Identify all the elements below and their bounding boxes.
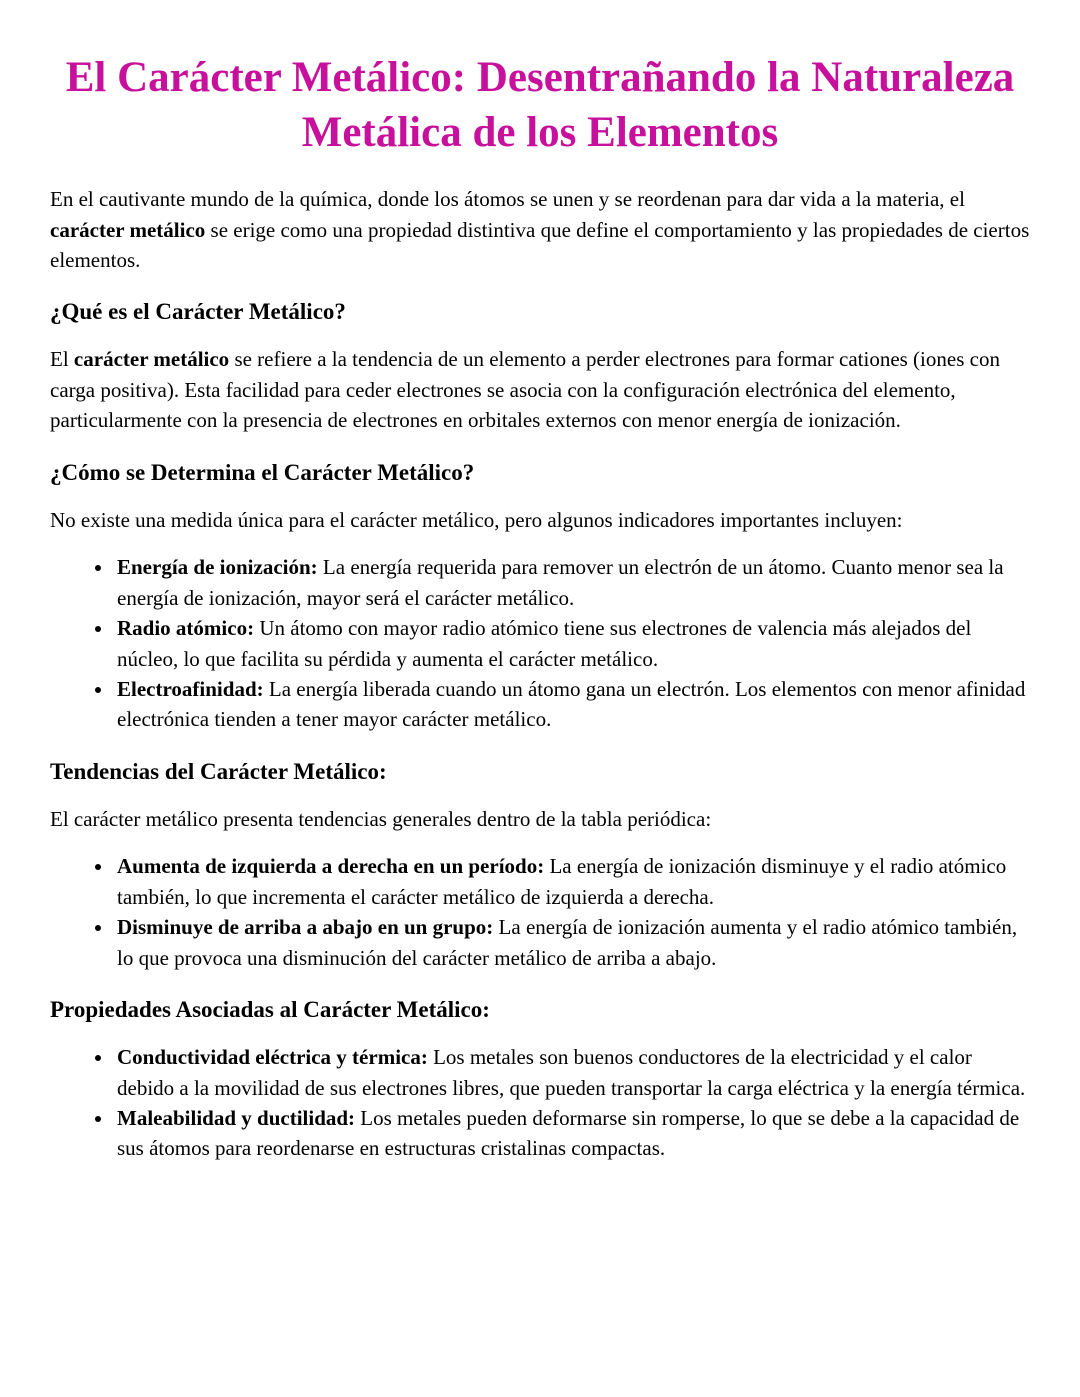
bullet-text: La energía requerida para remover un electrón de un átomo. Cuanto menor sea la energía de ionización, mayor será el carácter metálico. <box>117 555 1004 610</box>
list-item <box>114 851 1030 912</box>
bullet-label: Energía de ionización: <box>117 555 318 580</box>
intro-paragraph <box>50 184 1030 275</box>
list-item <box>114 912 1030 973</box>
tendencias-paragraph: El carácter metálico presenta tendencias generales dentro de la tabla periódica: <box>50 806 712 831</box>
que-es-text-post: se refiere a la tendencia de un elemento a perder electrones para formar cationes (iones con carga positiva). Esta facilidad para ceder electrones se asocia con la configuración electrónica del elemento, particularmente con la presencia de electrones en orbitales externos con menor energía de ionización. <box>50 347 1000 433</box>
intro-text-post: se erige como una propiedad distintiva que define el comportamiento y las propiedades de ciertos elementos. <box>50 217 1030 272</box>
bullet-label: Electroafinidad: <box>117 676 264 701</box>
page-title: El Carácter Metálico: Desentrañando la Naturaleza Metálica de los Elementos <box>65 54 1015 157</box>
heading-propiedades: Propiedades Asociadas al Carácter Metálico: <box>50 997 490 1023</box>
heading-que-es: ¿Qué es el Carácter Metálico? <box>50 299 346 325</box>
bullet-text: Los metales son buenos conductores de la electricidad y el calor debido a la movilidad de sus electrones libres, que pueden transportar la carga eléctrica y la energía térmica. <box>117 1045 1026 1100</box>
bullet-label: Maleabilidad y ductilidad: <box>117 1106 356 1130</box>
como-se-determina-paragraph: No existe una medida única para el carácter metálico, pero algunos indicadores importantes incluyen: <box>50 507 903 532</box>
tendencias-list <box>50 851 1030 973</box>
propiedades-list <box>50 1042 1030 1164</box>
heading-como-se-determina: ¿Cómo se Determina el Carácter Metálico? <box>50 459 475 485</box>
bullet-text: Un átomo con mayor radio atómico tiene sus electrones de valencia más alejados del núcleo, lo que facilita su pérdida y aumenta el carácter metálico. <box>117 616 972 671</box>
list-item <box>114 1103 1030 1164</box>
que-es-bold-term: carácter metálico <box>73 347 230 372</box>
intro-text-pre: En el cautivante mundo de la química, donde los átomos se unen y se reordenan para dar vida a la materia, el <box>50 187 965 212</box>
bullet-text: Los metales pueden deformarse sin romperse, lo que se debe a la capacidad de sus átomos para reordenarse en estructuras cristalinas compactas. <box>117 1106 1020 1161</box>
intro-bold-term: carácter metálico <box>50 217 206 242</box>
bullet-label: Disminuye de arriba a abajo en un grupo: <box>117 915 494 940</box>
que-es-paragraph <box>50 344 1030 435</box>
bullet-label: Conductividad eléctrica y térmica: <box>117 1045 428 1070</box>
list-item <box>114 1042 1030 1103</box>
bullet-label: Aumenta de izquierda a derecha en un período: <box>117 854 545 879</box>
heading-tendencias: Tendencias del Carácter Metálico: <box>50 758 387 784</box>
list-item <box>114 613 1030 674</box>
list-item <box>114 552 1030 613</box>
bullet-text: La energía de ionización aumenta y el radio atómico también, lo que provoca una disminución del carácter metálico de arriba a abajo. <box>117 915 1018 970</box>
indicators-list <box>50 552 1030 735</box>
bullet-label: Radio atómico: <box>117 616 255 641</box>
bullet-text: La energía liberada cuando un átomo gana un electrón. Los elementos con menor afinidad electrónica tienden a tener mayor carácter metálico. <box>117 676 1026 732</box>
list-item <box>114 674 1030 735</box>
bullet-text: La energía de ionización disminuye y el radio atómico también, lo que incrementa el carácter metálico de izquierda a derecha. <box>117 854 1007 909</box>
que-es-text-pre: El <box>50 347 74 372</box>
